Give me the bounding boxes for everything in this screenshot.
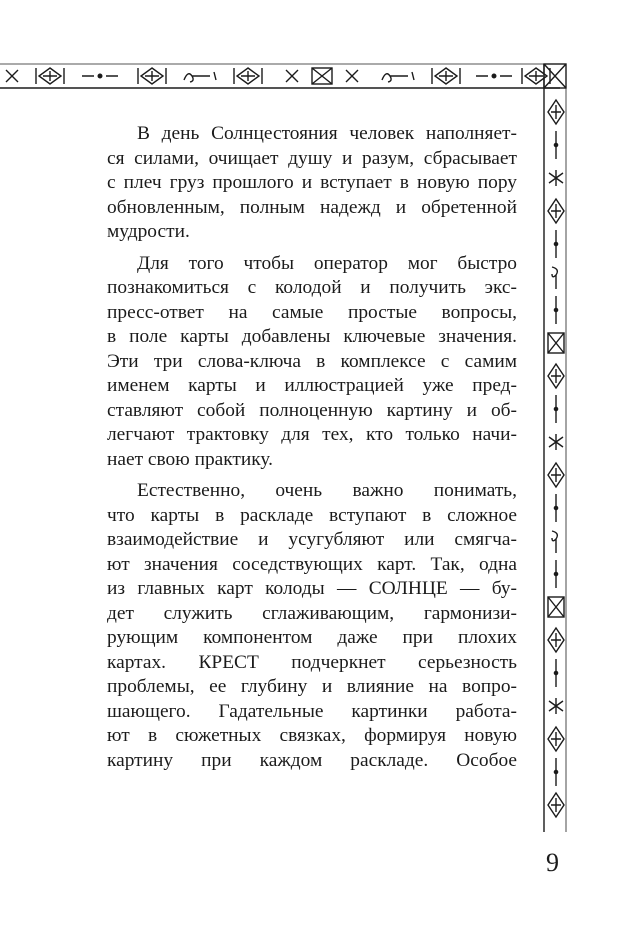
ornament-right-band (544, 64, 566, 832)
paragraph-1 (107, 122, 517, 245)
page-number: 9 (546, 848, 559, 877)
text-line: именем карты и иллюстрацией уже пред- (107, 375, 517, 396)
text-line: шающего. Гадательные картинки работа- (107, 700, 517, 722)
text-line: Эти три слова-ключа в комплексе с самим (107, 350, 517, 372)
text-line: Естественно, очень важно понимать, (137, 480, 517, 501)
text-line: В день Солнцестояния человек наполняет- (137, 123, 517, 144)
text-line: дет служить сглаживающим, гармонизи- (107, 602, 517, 624)
text-line: картах. КРЕСТ подчеркнет серьезность (107, 651, 517, 673)
text-line: познакомиться с колодой и получить экс- (107, 277, 517, 298)
text-line: Для того чтобы оператор мог быстро (137, 252, 517, 274)
paragraph-3 (107, 479, 517, 773)
text-line: мудрости. (107, 221, 190, 242)
text-line: картину при каждом раскладе. Особое (107, 749, 517, 771)
text-line: с плеч груз прошлого и вступает в новую пору (107, 172, 517, 193)
text-line: что карты в раскладе вступают в сложное (107, 504, 517, 526)
text-line: нает свою практику. (107, 448, 274, 470)
text-line: легчают трактовку для тех, кто только начи- (107, 424, 517, 445)
text-line: ставляют собой полноценную картину и об- (107, 399, 517, 421)
paragraph-2 (107, 252, 517, 473)
text-line: рующим компонентом даже при плохих (107, 627, 517, 648)
text-line: проблемы, ее глубину и влияние на вопро- (107, 676, 517, 697)
text-line: ют в сюжетных связках, формируя новую (107, 725, 517, 746)
text-line: взаимодействие и усугубляют или смягча- (107, 529, 517, 550)
text-line: пресс-ответ на самые простые вопросы, (107, 301, 517, 323)
text-line: в поле карты добавлены ключевые значения. (107, 326, 517, 347)
text-line: ют значения соседствующих карт. Так, одна (107, 553, 517, 575)
text-line: ся силами, очищает душу и разум, сбрасывает (107, 147, 517, 169)
body-text (107, 122, 517, 773)
text-line: обновленным, полным надежд и обретенной (107, 196, 517, 218)
text-line: из главных карт колоды — СОЛНЦЕ — бу- (107, 578, 517, 599)
ornament-top-band (0, 64, 560, 88)
